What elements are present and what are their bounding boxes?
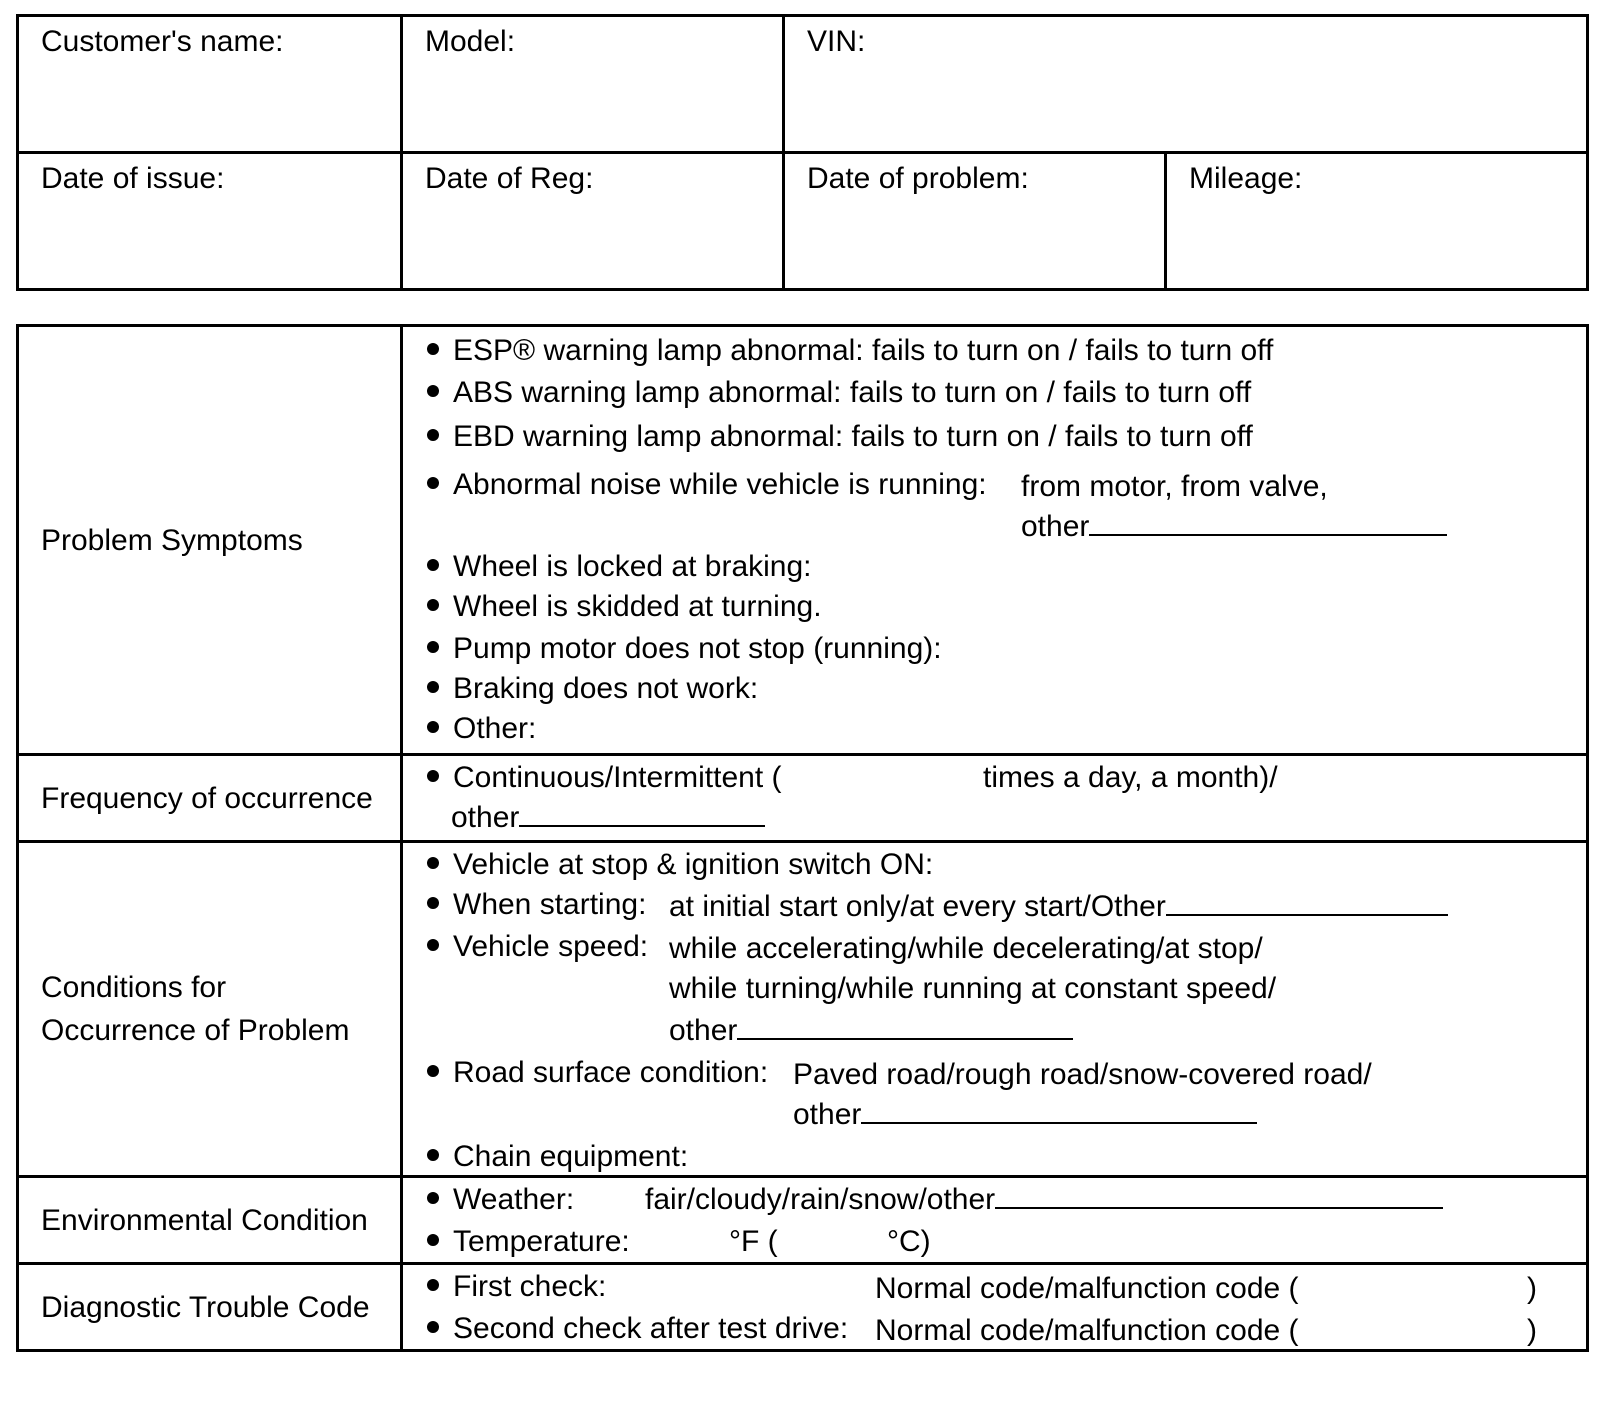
date-of-problem-field[interactable] [784,153,1166,290]
bullet-icon [427,385,439,397]
model-field[interactable] [402,16,784,153]
road-other-blank[interactable] [861,1098,1257,1124]
dtc-first-check-text: First check: [453,1270,607,1303]
condition-stop-text: Vehicle at stop & ignition switch ON: [453,848,934,881]
starting-other-blank[interactable] [1166,890,1448,916]
vin-field[interactable] [784,16,1588,153]
weather-options-text: fair/cloudy/rain/snow/other [645,1183,996,1216]
frequency-continuous-text: Continuous/Intermittent ( [453,761,782,794]
speed-other[interactable] [669,1013,1073,1049]
starting-options[interactable] [669,889,1448,925]
bullet-icon [427,1192,439,1204]
date-of-reg-label: Date of Reg: [425,162,594,195]
symptom-abs[interactable] [427,375,1251,411]
dtc-second-check-text: Second check after test drive: [453,1312,849,1345]
road-other-label: other [793,1098,862,1131]
conditions-label [18,842,402,1177]
problem-checklist-table [16,324,1589,1352]
symptom-braking[interactable] [427,671,758,707]
bullet-icon [427,1234,439,1246]
symptom-ebd-text: EBD warning lamp abnormal: fails to turn on / fails to turn off [453,420,1253,453]
bullet-icon [427,897,439,909]
frequency-content [402,755,1588,842]
bullet-icon [427,939,439,951]
dtc-second-code: Normal code/malfunction code ( [875,1314,1299,1347]
symptom-other-text: Other: [453,712,537,745]
date-of-issue-label: Date of issue: [41,162,225,195]
symptom-braking-text: Braking does not work: [453,672,759,705]
bullet-icon [427,429,439,441]
problem-symptoms-row [18,326,1588,755]
vehicle-info-table [16,14,1589,291]
dtc-second-check[interactable] [427,1311,848,1347]
customer-name-label: Customer's name: [41,25,284,58]
date-of-issue-field[interactable] [18,153,402,290]
environment-content [402,1177,1588,1264]
customer-name-field[interactable] [18,16,402,153]
symptom-noise[interactable] [427,467,987,503]
conditions-row [18,842,1588,1177]
date-of-reg-field[interactable] [402,153,784,290]
road-options: Paved road/rough road/snow-covered road/ [793,1058,1372,1091]
speed-options-1: while accelerating/while decelerating/at stop/ [669,932,1263,965]
bullet-icon [427,681,439,693]
bullet-icon [427,1321,439,1333]
weather-options[interactable] [645,1182,1443,1218]
bullet-icon [427,1279,439,1291]
frequency-times: times a day, a month)/ [983,761,1278,794]
dtc-second-close: ) [1527,1314,1537,1347]
temperature-f: °F ( [729,1225,778,1258]
noise-other-blank[interactable] [1089,510,1447,536]
symptom-ebd[interactable] [427,419,1253,455]
condition-speed-text: Vehicle speed: [453,930,649,963]
symptom-other[interactable] [427,711,536,747]
environment-weather[interactable] [427,1182,574,1218]
environment-label: Environmental Condition [18,1177,402,1264]
bullet-icon [427,641,439,653]
bullet-icon [427,721,439,733]
weather-other-blank[interactable] [995,1183,1443,1209]
frequency-other-blank[interactable] [519,801,765,827]
environment-temperature-text: Temperature: [453,1225,630,1258]
condition-starting[interactable] [427,887,646,923]
symptom-esp[interactable] [427,333,1273,369]
symptom-abs-text: ABS warning lamp abnormal: fails to turn on / fails to turn off [453,376,1252,409]
conditions-content [402,842,1588,1177]
frequency-label: Frequency of occurrence [18,755,402,842]
road-other[interactable] [793,1097,1257,1133]
conditions-label-line2: Occurrence of Problem [41,1014,350,1047]
bullet-icon [427,857,439,869]
model-label: Model: [425,25,516,58]
problem-symptoms-label: Problem Symptoms [18,326,402,755]
speed-other-blank[interactable] [737,1014,1073,1040]
bullet-icon [427,1065,439,1077]
frequency-other[interactable] [451,800,765,836]
condition-chain[interactable] [427,1139,688,1175]
bullet-icon [427,559,439,571]
frequency-other-label: other [451,801,520,834]
noise-other[interactable] [1021,509,1447,545]
speed-options-2: while turning/while running at constant speed/ [669,972,1277,1005]
speed-other-label: other [669,1014,738,1047]
condition-road-text: Road surface condition: [453,1056,769,1089]
temperature-c: °C) [887,1225,931,1258]
condition-speed[interactable] [427,929,648,965]
symptom-pump-motor-text: Pump motor does not stop (running): [453,632,942,665]
symptom-noise-text: Abnormal noise while vehicle is running: [453,468,987,501]
symptom-pump-motor[interactable] [427,631,942,667]
noise-other-label: other [1021,510,1090,543]
frequency-row [18,755,1588,842]
symptom-wheel-skidded[interactable] [427,589,822,625]
dtc-first-code: Normal code/malfunction code ( [875,1272,1299,1305]
dtc-first-close: ) [1527,1272,1537,1305]
bullet-icon [427,343,439,355]
problem-symptoms-content [402,326,1588,755]
symptom-wheel-locked[interactable] [427,549,812,585]
vin-label: VIN: [807,25,866,58]
dtc-label: Diagnostic Trouble Code [18,1264,402,1351]
bullet-icon [427,599,439,611]
mileage-field[interactable] [1166,153,1588,290]
starting-options-text: at initial start only/at every start/Other [669,890,1166,923]
date-of-problem-label: Date of problem: [807,162,1029,195]
symptom-esp-text: ESP® warning lamp abnormal: fails to turn on / fails to turn off [453,334,1274,367]
environment-temperature[interactable] [427,1224,630,1260]
dtc-row [18,1264,1588,1351]
mileage-label: Mileage: [1189,162,1303,195]
bullet-icon [427,477,439,489]
symptom-wheel-locked-text: Wheel is locked at braking: [453,550,812,583]
frequency-continuous[interactable] [427,760,782,796]
noise-options: from motor, from valve, [1021,470,1328,503]
symptom-wheel-skidded-text: Wheel is skidded at turning. [453,590,822,623]
condition-starting-text: When starting: [453,888,647,921]
dtc-first-check[interactable] [427,1269,606,1305]
dtc-content [402,1264,1588,1351]
condition-chain-text: Chain equipment: [453,1140,689,1173]
conditions-label-line1: Conditions for [41,971,227,1004]
environment-row [18,1177,1588,1264]
condition-road[interactable] [427,1055,768,1091]
condition-stop[interactable] [427,847,933,883]
bullet-icon [427,1149,439,1161]
environment-weather-text: Weather: [453,1183,575,1216]
bullet-icon [427,770,439,782]
